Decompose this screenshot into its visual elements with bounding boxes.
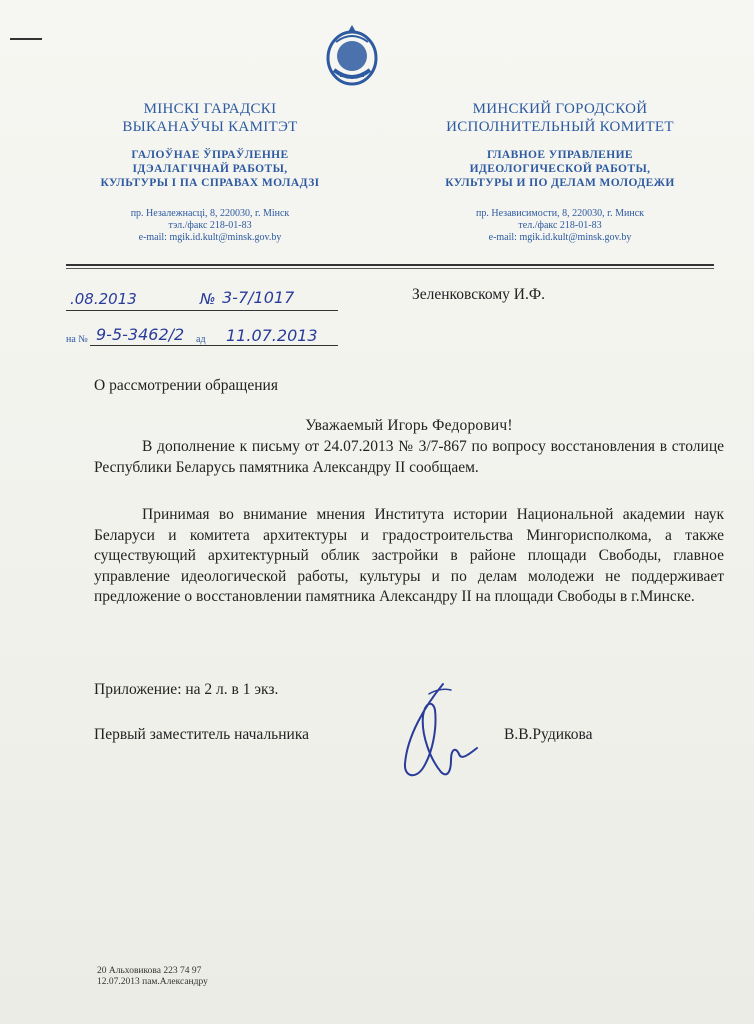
department-name-be: ГАЛОЎНАЕ ЎПРАЎЛЕННЕ ІДЭАЛАГІЧНАЙ РАБОТЫ, КУЛЬТУРЫ І ПА СПРАВАХ МОЛАДЗІ (100, 149, 320, 189)
outgoing-date: .08.2013 (70, 290, 137, 308)
letter-subject: О рассмотрении обращения (94, 377, 278, 394)
appendix-note: Приложение: на 2 л. в 1 экз. (94, 681, 279, 698)
org-name-be: МІНСКІ ГАРАДСКІ ВЫКАНАЎЧЫ КАМІТЭТ (122, 101, 298, 135)
header-divider-thin (66, 268, 714, 269)
body-paragraph: Принимая во внимание мнения Института истории Национальной академии наук Беларуси и комитета архитектуры и градостроительства Мингорисполкома, а также существующий архитектурный облик застройки в районе площади Свободы, главное управление идеологической работы, культуры и по делам молодежи не поддерживает предложение о восстановлении памятника Александру II на площади Свободы в г.Минске. (94, 506, 724, 605)
addressee: Зеленковскому И.Ф. (412, 286, 545, 303)
reference-date-prefix: ад (196, 334, 206, 345)
org-name-ru: МИНСКИЙ ГОРОДСКОЙ ИСПОЛНИТЕЛЬНЫЙ КОМИТЕТ (446, 101, 674, 135)
address-be: пр. Незалежнасці, 8, 220030, г. Мінск тэл./факс 218-01-83 e-mail: mgik.id.kult@minsk.gov.by (130, 208, 290, 243)
outgoing-line (66, 310, 338, 311)
department-name-ru: ГЛАВНОЕ УПРАВЛЕНИЕ ИДЕОЛОГИЧЕСКОЙ РАБОТЫ, КУЛЬТУРЫ И ПО ДЕЛАМ МОЛОДЕЖИ (445, 149, 675, 189)
letterhead-belarusian (60, 100, 360, 244)
salutation: Уважаемый Игорь Федорович! (305, 417, 513, 434)
state-emblem-icon (322, 22, 382, 88)
signer-title: Первый заместитель начальника (94, 726, 310, 743)
body-paragraph: В дополнение к письму от 24.07.2013 № 3/7-867 по вопросу восстановления в столице Республики Беларусь памятника Александру II сообщаем. (94, 438, 724, 476)
signature-icon (385, 676, 490, 786)
signer-name: В.В.Рудикова (504, 726, 593, 743)
header-divider (66, 264, 714, 266)
reference-number: 9-5-3462/2 (96, 325, 185, 344)
letterhead-russian (400, 100, 720, 244)
reference-line (90, 345, 338, 346)
address-ru: пр. Независимости, 8, 220030, г. Минск тел./факс 218-01-83 e-mail: mgik.id.kult@minsk.gov.by (476, 208, 644, 243)
corner-mark (10, 38, 42, 40)
outgoing-number: 3-7/1017 (222, 288, 295, 307)
reference-date: 11.07.2013 (226, 326, 318, 345)
footer-note: 20 Альховикова 223 74 97 12.07.2013 пам.Александру (97, 966, 208, 987)
outgoing-number-sign: № (200, 290, 216, 308)
reference-prefix: на № (66, 334, 88, 345)
